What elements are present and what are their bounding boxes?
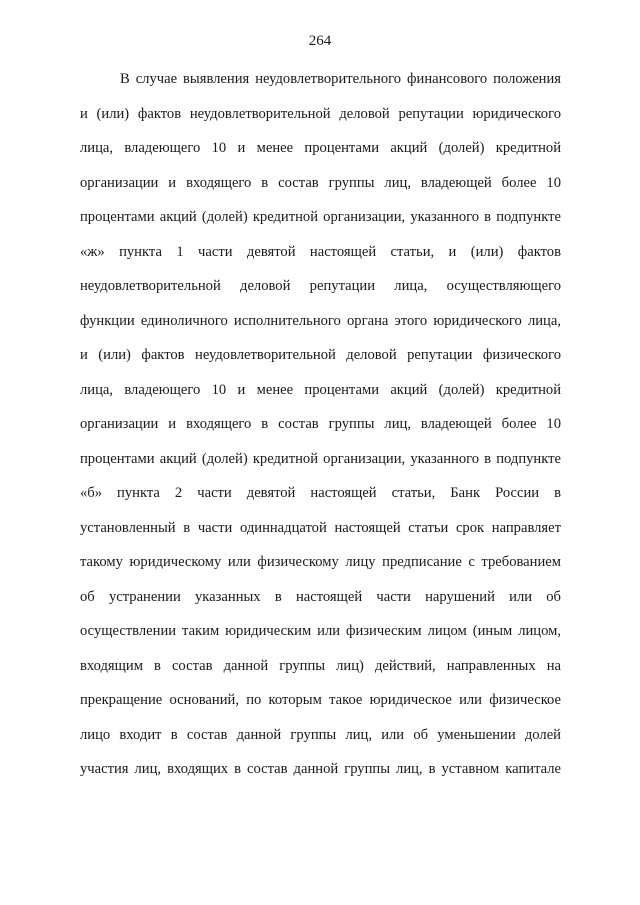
text-line: прекращение оснований, по которым такое юридическое или физическое bbox=[80, 692, 561, 708]
page-number: 264 bbox=[308, 33, 332, 49]
text-line: такому юридическому или физическому лицу предписание с требованием bbox=[80, 554, 561, 570]
text-line: осуществлении таким юридическим или физическим лицом (иным лицом, bbox=[80, 623, 561, 639]
text-line: входящим в состав данной группы лиц) действий, направленных на bbox=[80, 657, 561, 674]
text-line: процентами акций (долей) кредитной организации, указанного в подпункте bbox=[80, 450, 561, 467]
text-line: участия лиц, входящих в состав данной группы лиц, в уставном капитале bbox=[80, 761, 561, 777]
text-line: В случае выявления неудовлетворительного финансового положения bbox=[120, 71, 561, 87]
text-line: организации и входящего в состав группы лиц, владеющей более 10 bbox=[80, 416, 561, 432]
text-line: «б» пункта 2 части девятой настоящей статьи, Банк России в bbox=[80, 485, 561, 501]
text-line: об устранении указанных в настоящей части нарушений или об bbox=[80, 588, 561, 605]
text-line: «ж» пункта 1 части девятой настоящей статьи, и (или) фактов bbox=[80, 243, 561, 260]
text-line: и (или) фактов неудовлетворительной деловой репутации физического bbox=[80, 347, 561, 363]
text-line: неудовлетворительной деловой репутации лица, осуществляющего bbox=[80, 278, 561, 294]
text-line: процентами акций (долей) кредитной организации, указанного в подпункте bbox=[80, 209, 561, 225]
text-line: организации и входящего в состав группы лиц, владеющей более 10 bbox=[80, 174, 561, 191]
text-line: лица, владеющего 10 и менее процентами акций (долей) кредитной bbox=[80, 381, 561, 398]
text-line: лицо входит в состав данной группы лиц, или об уменьшении долей bbox=[80, 726, 561, 743]
body-text bbox=[80, 68, 561, 793]
text-line: установленный в части одиннадцатой настоящей статьи срок направляет bbox=[80, 519, 561, 536]
text-line: функции единоличного исполнительного органа этого юридического лица, bbox=[80, 312, 561, 329]
text-line: и (или) фактов неудовлетворительной деловой репутации юридического bbox=[80, 105, 561, 122]
text-line: лица, владеющего 10 и менее процентами акций (долей) кредитной bbox=[80, 140, 561, 156]
